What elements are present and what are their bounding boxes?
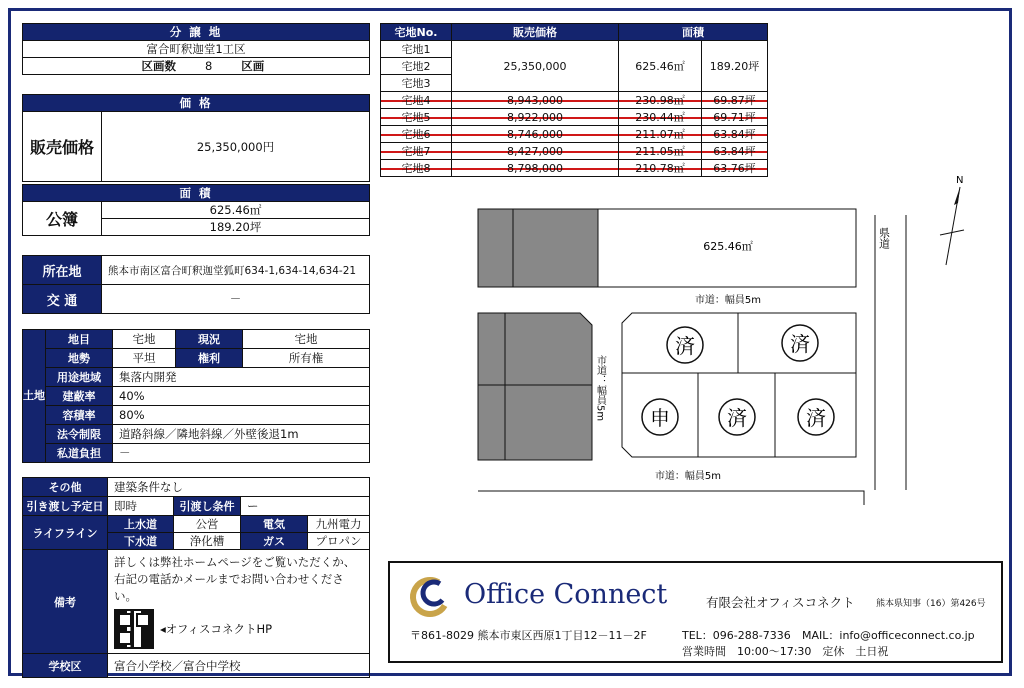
location-table (22, 255, 370, 314)
land-side-label: 土地 (23, 330, 46, 463)
condition-label: 引渡し条件 (174, 497, 241, 516)
area-tsubo: 189.20坪 (102, 219, 370, 236)
lots-label: 区画数 (23, 58, 180, 75)
subdivision-header: 分 譲 地 (23, 24, 370, 41)
subdivision-name: 富合町釈迦堂1工区 (23, 41, 370, 58)
group-tsubo: 189.20坪 (702, 41, 768, 92)
lots-count: 8 (179, 58, 238, 75)
license: 熊本県知事（16）第426号 (876, 599, 986, 609)
kenri-label: 権利 (176, 349, 243, 368)
remarks-cell (108, 550, 370, 654)
handover-value: 即時 (108, 497, 174, 516)
sold-no: 宅地6 (381, 126, 452, 143)
water-label: 上水道 (108, 516, 174, 533)
area-table (22, 184, 370, 236)
sewer-label: 下水道 (108, 533, 174, 550)
hours: 営業時間 10:00～17:30 定休 土日祝 (682, 645, 889, 658)
sold-price: 8,922,000 (452, 109, 619, 126)
lot-area-label: 625.46㎡ (703, 240, 753, 253)
address: 〒861-8029 熊本市東区西原1丁目12－11－2F (410, 629, 647, 642)
col-area-header: 面積 (619, 24, 768, 41)
gas-value: プロパン (308, 533, 370, 550)
sold-no: 宅地5 (381, 109, 452, 126)
lot-no: 宅地2 (381, 58, 452, 75)
chisei-label: 地勢 (46, 349, 113, 368)
sold-mark (719, 399, 755, 435)
sold-tsubo: 63.84坪 (702, 126, 768, 143)
genkyo-label: 現況 (176, 330, 243, 349)
sold-sqm: 211.07㎡ (619, 126, 702, 143)
sold-no: 宅地7 (381, 143, 452, 160)
hourei-value: 道路斜線／隣地斜線／外壁後退1m (113, 425, 370, 444)
sold-sqm: 210.78㎡ (619, 160, 702, 177)
sold-row (381, 109, 768, 126)
sold-price: 8,798,000 (452, 160, 619, 177)
group-price: 25,350,000 (452, 41, 619, 92)
land-table (22, 329, 370, 463)
company-name: 有限会社オフィスコネクト (706, 595, 855, 610)
location-label: 所在地 (23, 256, 102, 285)
chimoku-value: 宅地 (113, 330, 176, 349)
youto-value: 集落内開発 (113, 368, 370, 387)
sold-no: 宅地4 (381, 92, 452, 109)
area-sqm: 625.46㎡ (102, 202, 370, 219)
brand-name: Office Connect (464, 579, 668, 610)
remarks-label: 備考 (23, 550, 108, 654)
sold-sqm: 230.98㎡ (619, 92, 702, 109)
sold-sqm: 230.44㎡ (619, 109, 702, 126)
lots-unit: 区画 (238, 58, 369, 75)
svg-text:済: 済 (806, 406, 826, 430)
kenpei-value: 40% (113, 387, 370, 406)
price-table (22, 94, 370, 182)
location-value: 熊本市南区富合町釈迦堂狐町634-1,634-14,634-21 (102, 256, 370, 285)
condition-value: ー (241, 497, 370, 516)
kenpei-label: 建蔽率 (46, 387, 113, 406)
handover-label: 引き渡し予定日 (23, 497, 108, 516)
site-map (470, 175, 990, 505)
price-header: 価 格 (23, 95, 370, 112)
lot-no: 宅地1 (381, 41, 452, 58)
sewer-value: 浄化槽 (174, 533, 241, 550)
sold-no: 宅地8 (381, 160, 452, 177)
genkyo-value: 宅地 (243, 330, 370, 349)
remarks-line1: 詳しくは弊社ホームページをご覧いただくか、 (114, 555, 356, 569)
road-top-label: 市道：幅員5m (694, 295, 762, 306)
sold-price: 8,427,000 (452, 143, 619, 160)
electric-label: 電気 (241, 516, 308, 533)
group-sqm: 625.46㎡ (619, 41, 702, 92)
sold-row (381, 126, 768, 143)
school-value: 富合小学校／富合中学校 (108, 654, 370, 678)
col-price-header: 販売価格 (452, 24, 619, 41)
road-side-label: 市道：幅員5m (594, 355, 606, 422)
area-label: 公簿 (23, 202, 102, 236)
sold-sqm: 211.05㎡ (619, 143, 702, 160)
svg-text:済: 済 (675, 334, 695, 358)
svg-text:申: 申 (650, 406, 670, 430)
sold-mark (782, 325, 818, 361)
water-value: 公営 (174, 516, 241, 533)
area-header: 面 積 (23, 185, 370, 202)
yoseki-label: 容積率 (46, 406, 113, 425)
north-arrow-icon (940, 175, 964, 265)
sold-mark (667, 327, 703, 363)
price-label: 販売価格 (23, 112, 102, 182)
office-connect-logo-icon (404, 571, 456, 623)
qr-code[interactable] (114, 609, 154, 649)
other-value: 建築条件なし (108, 478, 370, 497)
sold-tsubo: 69.87坪 (702, 92, 768, 109)
sold-tsubo: 63.84坪 (702, 143, 768, 160)
gas-label: ガス (241, 533, 308, 550)
yoseki-value: 80% (113, 406, 370, 425)
other-label: その他 (23, 478, 108, 497)
company-box (388, 561, 1003, 663)
lot-no: 宅地3 (381, 75, 452, 92)
remarks-line2: 右記の電話かメールまでお問い合わせください。 (114, 572, 344, 603)
sold-tsubo: 69.71坪 (702, 109, 768, 126)
applied-mark (642, 399, 678, 435)
transport-label: 交 通 (23, 285, 102, 314)
mail[interactable]: MAIL：info@officeconnect.co.jp (802, 629, 975, 642)
kenri-value: 所有権 (243, 349, 370, 368)
shido-value: － (113, 444, 370, 463)
sold-row (381, 160, 768, 177)
hourei-label: 法令制限 (46, 425, 113, 444)
road-bottom-label: 市道：幅員5m (654, 471, 722, 482)
north-label: N (956, 175, 964, 186)
chimoku-label: 地目 (46, 330, 113, 349)
tel[interactable]: TEL：096-288-7336 (682, 629, 791, 642)
youto-label: 用途地域 (46, 368, 113, 387)
lifeline-label: ライフライン (23, 516, 108, 550)
school-label: 学校区 (23, 654, 108, 678)
hp-link[interactable]: ◂オフィスコネクトHP (160, 621, 273, 636)
electric-value: 九州電力 (308, 516, 370, 533)
svg-text:済: 済 (790, 332, 810, 356)
subdivision-table (22, 23, 370, 75)
svg-text:済: 済 (727, 406, 747, 430)
price-value: 25,350,000円 (102, 112, 370, 182)
sold-row (381, 143, 768, 160)
col-no-header: 宅地No. (381, 24, 452, 41)
sold-price: 8,943,000 (452, 92, 619, 109)
shido-label: 私道負担 (46, 444, 113, 463)
lots-table (380, 23, 768, 177)
sold-mark (798, 399, 834, 435)
pref-road-label: 県道 (877, 227, 891, 249)
sold-row (381, 92, 768, 109)
sold-price: 8,746,000 (452, 126, 619, 143)
chisei-value: 平坦 (113, 349, 176, 368)
other-table (22, 477, 370, 678)
transport-value: － (102, 285, 370, 314)
sold-tsubo: 63.76坪 (702, 160, 768, 177)
